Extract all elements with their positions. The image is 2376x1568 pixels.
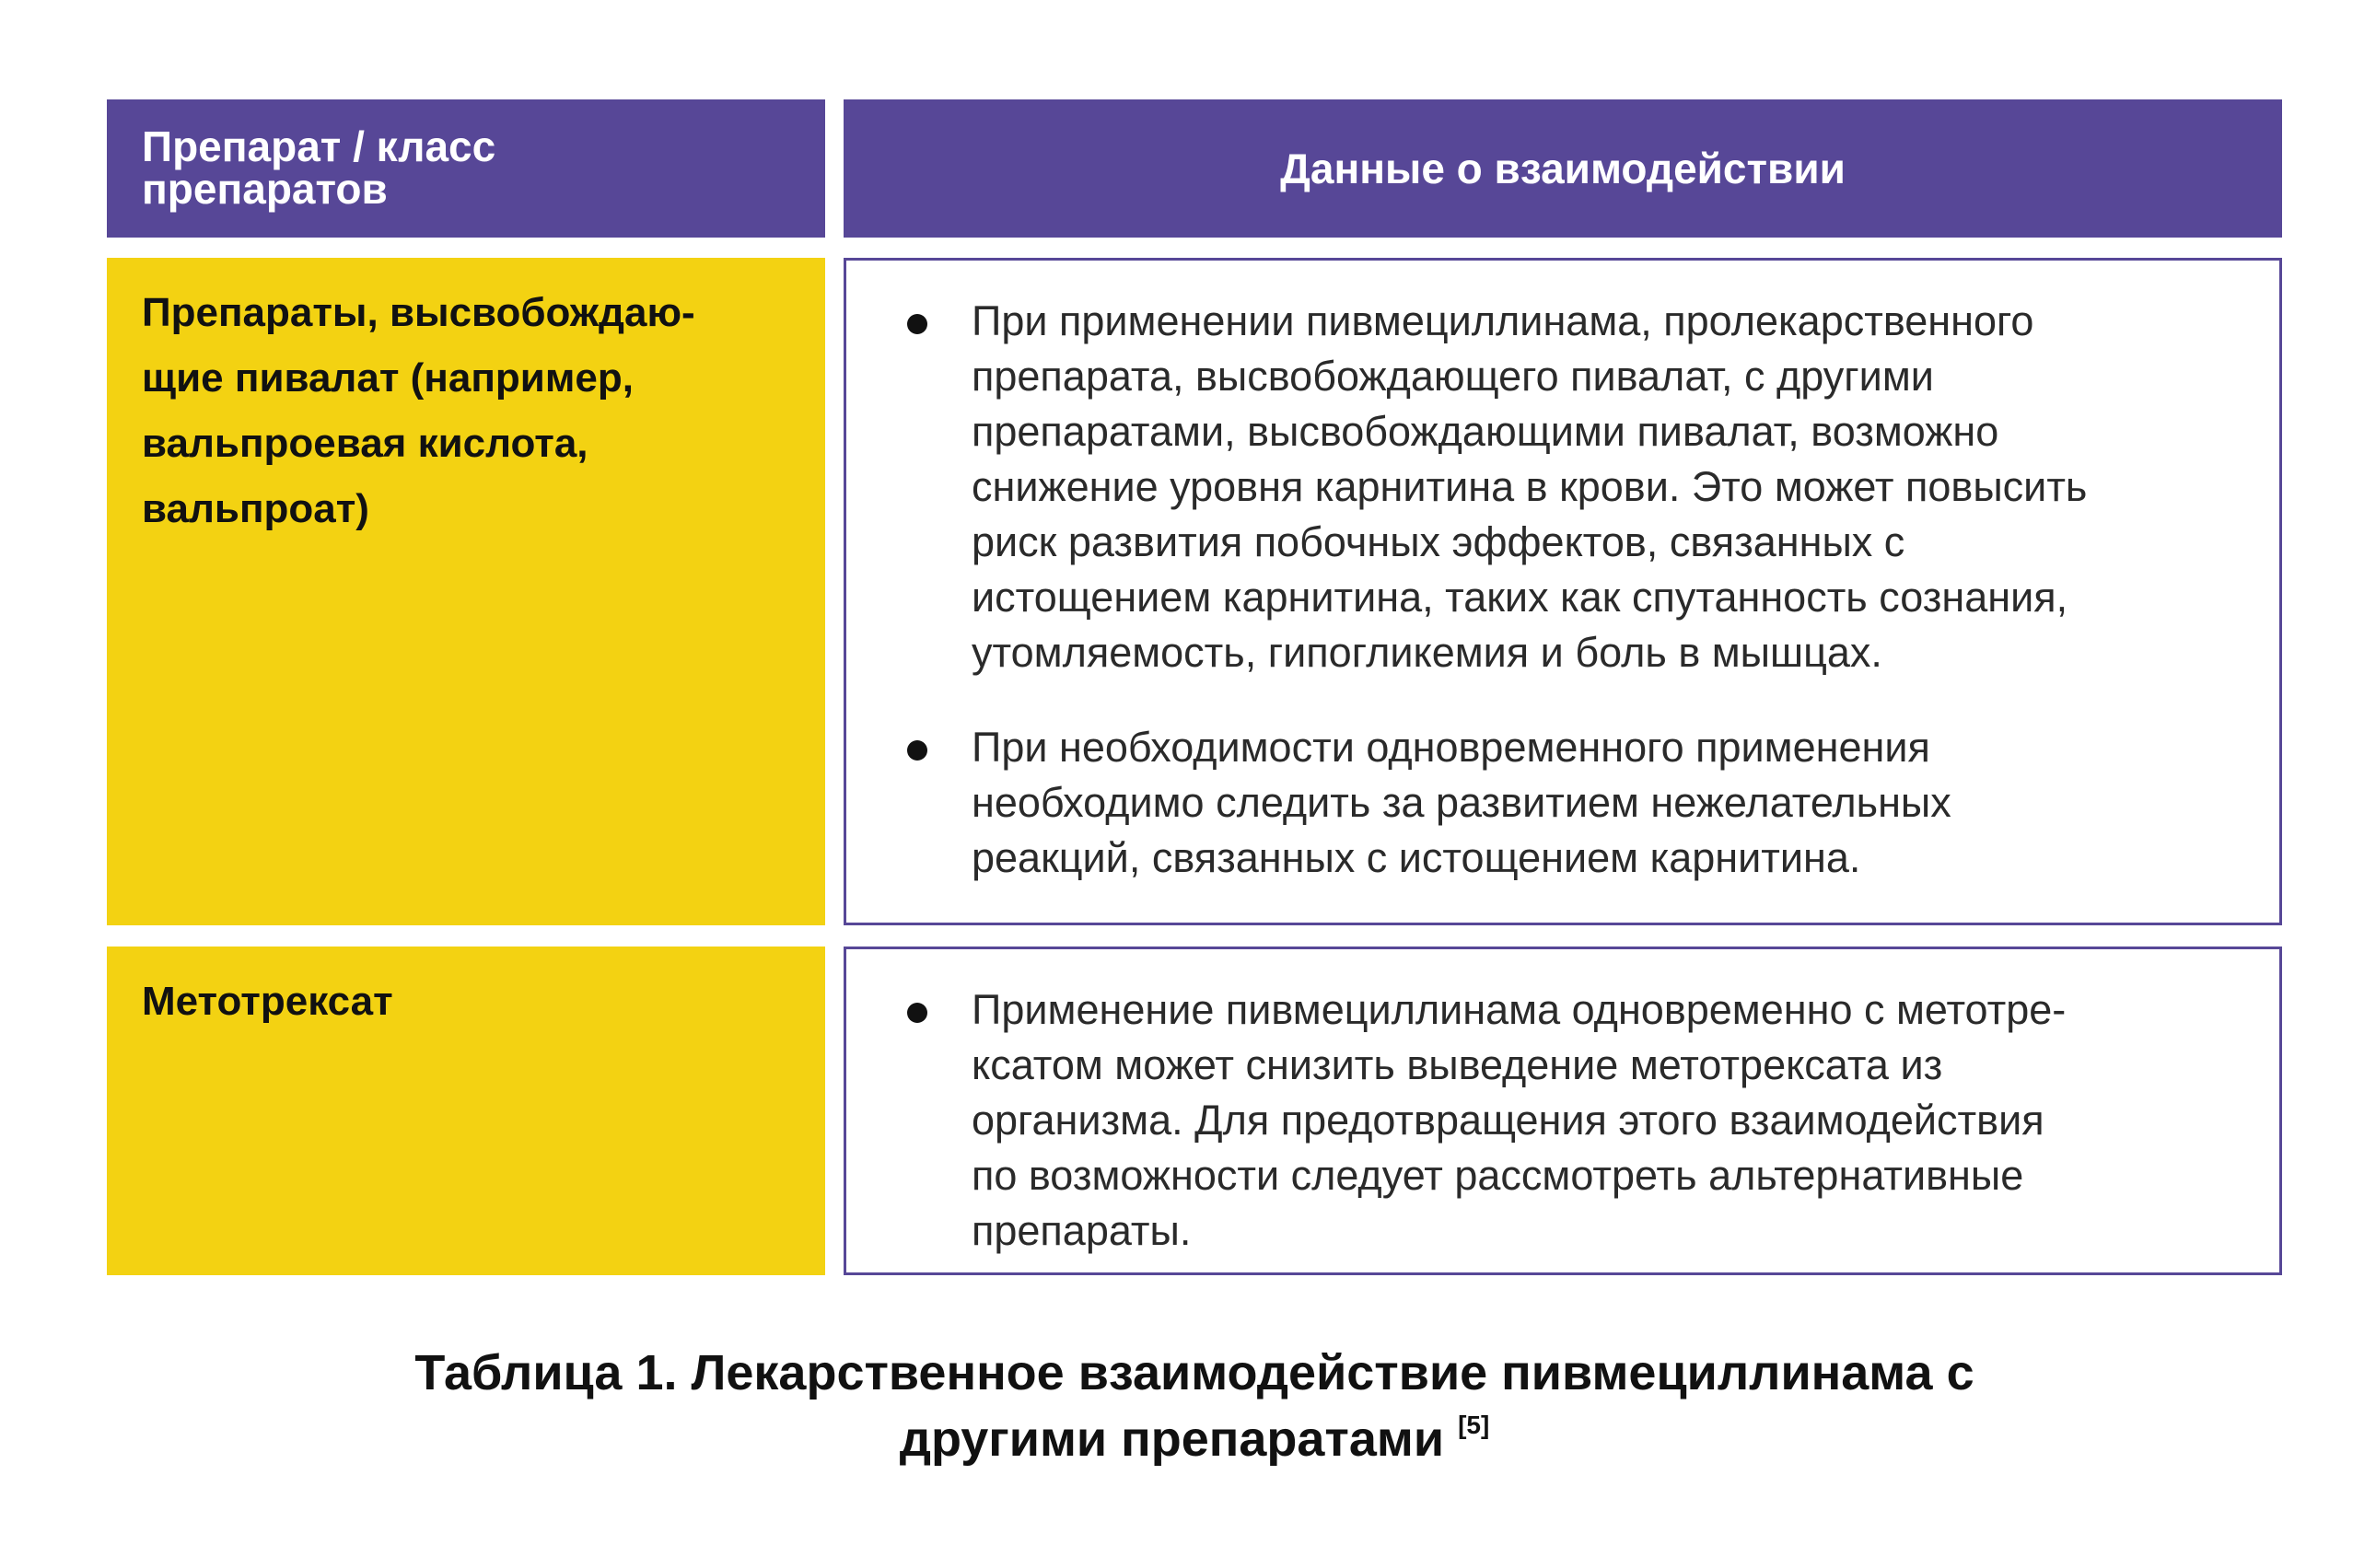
bullet-line: ксатом может снизить выведение метотрексата из: [972, 1041, 1943, 1088]
bullet-line: При необходимости одновременного применения: [972, 724, 1930, 771]
bullet-line: препаратами, высвобождающими пивалат, возможно: [972, 408, 1999, 455]
row-1-bullet-list: [846, 261, 2279, 886]
row-1-bullet-2: [846, 720, 2279, 886]
bullet-line: препарата, высвобождающего пивалат, с другими: [972, 353, 1934, 400]
bullet-line: истощением карнитина, таких как спутанность сознания,: [972, 574, 2068, 621]
row-1-drug-line: щие пивалат (например,: [142, 355, 634, 401]
caption-line-2: [107, 1406, 2282, 1472]
row-2-drug-cell: [107, 947, 825, 1275]
table-caption: [107, 1340, 2282, 1472]
row-1-interaction-cell: [844, 258, 2282, 925]
bullet-line: необходимо следить за развитием нежелательных: [972, 779, 1951, 826]
row-1-drug-cell: [107, 258, 825, 925]
caption-line-1: Таблица 1. Лекарственное взаимодействие пивмециллинама с: [414, 1345, 1974, 1400]
bullet-line: снижение уровня карнитина в крови. Это может повысить: [972, 463, 2088, 510]
header-drug-class-line1: Препарат / класс: [142, 122, 496, 170]
bullet-line: реакций, связанных с истощением карнитина.: [972, 834, 1861, 881]
header-interaction-data: [844, 99, 2282, 238]
bullet-dot-icon: [907, 1003, 927, 1023]
bullet-line: препараты.: [972, 1207, 1192, 1254]
header-drug-class-line2: препаратов: [142, 165, 388, 213]
caption-line-2-text: другими препаратами: [899, 1411, 1445, 1467]
row-2-bullet-list: [846, 949, 2279, 1259]
row-2-bullet-1: [846, 982, 2279, 1259]
bullet-dot-icon: [907, 740, 927, 761]
bullet-line: Применение пивмециллинама одновременно с метотре-: [972, 986, 2067, 1033]
header-drug-class: [107, 99, 825, 238]
row-1-drug-line: вальпроат): [142, 486, 369, 531]
bullet-dot-icon: [907, 314, 927, 334]
bullet-line: организма. Для предотвращения этого взаимодействия: [972, 1097, 2044, 1144]
row-1-drug-line: вальпроевая кислота,: [142, 421, 588, 466]
header-interaction-data-label: Данные о взаимодействии: [1280, 145, 1846, 192]
bullet-line: по возможности следует рассмотреть альтернативные: [972, 1152, 2024, 1199]
row-2-interaction-cell: [844, 947, 2282, 1275]
row-2-drug-line: Метотрексат: [142, 979, 393, 1024]
row-1-bullet-1: [846, 294, 2279, 680]
row-1-drug-line: Препараты, высвобождаю-: [142, 290, 695, 335]
caption-reference: [5]: [1458, 1411, 1490, 1439]
bullet-line: При применении пивмециллинама, пролекарственного: [972, 297, 2034, 344]
bullet-line: утомляемость, гипогликемия и боль в мышцах.: [972, 629, 1882, 676]
bullet-line: риск развития побочных эффектов, связанных с: [972, 518, 1905, 565]
